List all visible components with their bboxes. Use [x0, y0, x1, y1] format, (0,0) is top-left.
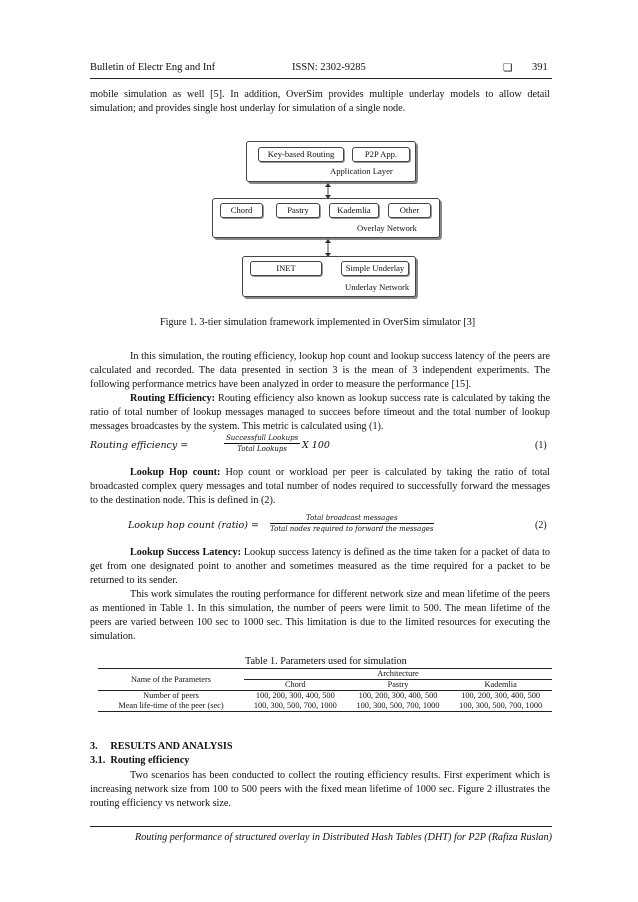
col-kademlia: Kademlia — [449, 680, 552, 691]
routing-efficiency-text: Routing efficiency also known as lookup success rate is calculated by taking the ratio of total number of lookup messages managed to succees before timeout and the total number of lookup messages broadcastes by the system. This metric is calculated using (1). — [90, 393, 551, 432]
table-row — [98, 691, 552, 702]
table-cell: 100, 200, 300, 400, 500 — [358, 691, 438, 700]
page-number: 391 — [532, 62, 548, 73]
routing-efficiency-paragraph — [90, 392, 550, 434]
routing-efficiency-results-paragraph: Two scenarios has been conducted to collect the routing efficiency results. First experiment which is increasing network size from 100 to 500 peers with the fixed mean lifetime of 1000 sec. Figure 2 illustrates the routing efficiency vs network size. — [90, 770, 550, 809]
other-box: Other — [388, 203, 431, 218]
header-rule — [90, 78, 552, 79]
intro-paragraph: mobile simulation as well [5]. In addition, OverSim provides multiple underlay models to allow detail simulation; and provides single host underlay for simulation of a single node. — [90, 89, 550, 114]
journal-name: Bulletin of Electr Eng and Inf — [90, 62, 216, 73]
box-icon: ❏ — [503, 63, 513, 74]
chord-box: Chord — [220, 203, 263, 218]
eq1-fraction — [224, 434, 300, 453]
underlay-network-label: Underlay Network — [345, 282, 410, 292]
footer-rule — [90, 826, 552, 827]
eq1-numerator: Successfull Lookups — [226, 434, 299, 442]
table-row — [98, 701, 552, 712]
p2p-app-box: P2P App. — [352, 147, 410, 162]
table1-caption: Table 1. Parameters used for simulation — [245, 656, 407, 667]
eq2-denominator: Total nodes required to forward the messages — [270, 525, 434, 533]
table-cell: 100, 300, 500, 700, 1000 — [244, 701, 347, 712]
eq1-lhs: Routing efficiency = — [90, 440, 189, 451]
col-chord: Chord — [244, 680, 347, 691]
inet-box: INET — [250, 261, 322, 276]
key-based-routing-box: Key-based Routing — [258, 147, 344, 162]
kademlia-box: Kademlia — [329, 203, 379, 218]
hop-count-text: Hop count or workload per peer is calculated by taking the ratio of total broadcasted complex query messages and total number of nodes required to successfully forward the messages to the destination node. This is defined in (2). — [90, 467, 551, 506]
pastry-box: Pastry — [276, 203, 320, 218]
overlay-network-label: Overlay Network — [357, 223, 417, 233]
latency-text: Lookup success latency is defined as the time taken for a packet of data to get from one designated point to another and sometimes measured as the time required for a packet to be returned to its sender. — [90, 547, 550, 586]
hop-count-heading: Lookup Hop count: — [130, 467, 221, 478]
latency-paragraph — [90, 546, 550, 588]
issn: ISSN: 2302-9285 — [292, 62, 366, 73]
simple-underlay-box: Simple Underlay — [341, 261, 409, 276]
row-name: Mean life-time of the peer (sec) — [98, 701, 244, 712]
eq1-rhs: X 100 — [302, 440, 330, 451]
eq1-denominator: Total Lookups — [237, 445, 287, 453]
eq2-numerator: Total broadcast messages — [270, 514, 434, 524]
row-name: Number of peers — [143, 691, 199, 700]
figure1-caption: Figure 1. 3-tier simulation framework implemented in OverSim simulator [3] — [160, 317, 476, 328]
simulation-paragraph: This work simulates the routing performance for different network size and mean lifetime of the peers as mentioned in Table 1. In this simulation, the number of peers were limit to 500. The mean lifetime of the peers are varied between 100 sec to 1000 sec. This limitation is due to the limited resources for executing the simulation. — [90, 589, 550, 642]
param-header: Name of the Parameters — [98, 669, 244, 691]
eq2-fraction — [270, 514, 434, 533]
latency-heading: Lookup Success Latency: — [130, 547, 241, 558]
section31-heading: 3.1. Routing efficiency — [90, 755, 190, 766]
application-layer-label: Application Layer — [330, 166, 393, 176]
table-cell: 100, 200, 300, 400, 500 — [255, 691, 335, 700]
col-pastry: Pastry — [347, 680, 450, 691]
table-cell: 100, 300, 500, 700, 1000 — [449, 701, 552, 712]
section3-heading: 3. RESULTS AND ANALYSIS — [90, 741, 233, 752]
footer-text: Routing performance of structured overlay in Distributed Hash Tables (DHT) for P2P (Rafiza Ruslan) — [134, 832, 552, 843]
eq2-number: (2) — [535, 520, 547, 531]
parameters-table — [98, 668, 552, 712]
routing-efficiency-heading: Routing Efficiency: — [130, 393, 216, 404]
architecture-header: Architecture — [244, 669, 552, 680]
metrics-paragraph: In this simulation, the routing efficiency, lookup hop count and lookup success latency of the peers are calculated and recorded. The data presented in section 3 is the mean of 3 independent experiments. The following performance metrics have been analyzed in order to measure the performance [15]. — [90, 351, 550, 390]
table-cell: 100, 300, 500, 700, 1000 — [347, 701, 450, 712]
arrow-overlay-underlay-icon — [323, 238, 333, 258]
hop-count-paragraph — [90, 466, 550, 508]
table-cell: 100, 200, 300, 400, 500 — [461, 691, 541, 700]
eq1-number: (1) — [535, 440, 547, 451]
eq2-lhs: Lookup hop count (ratio) = — [128, 520, 259, 531]
